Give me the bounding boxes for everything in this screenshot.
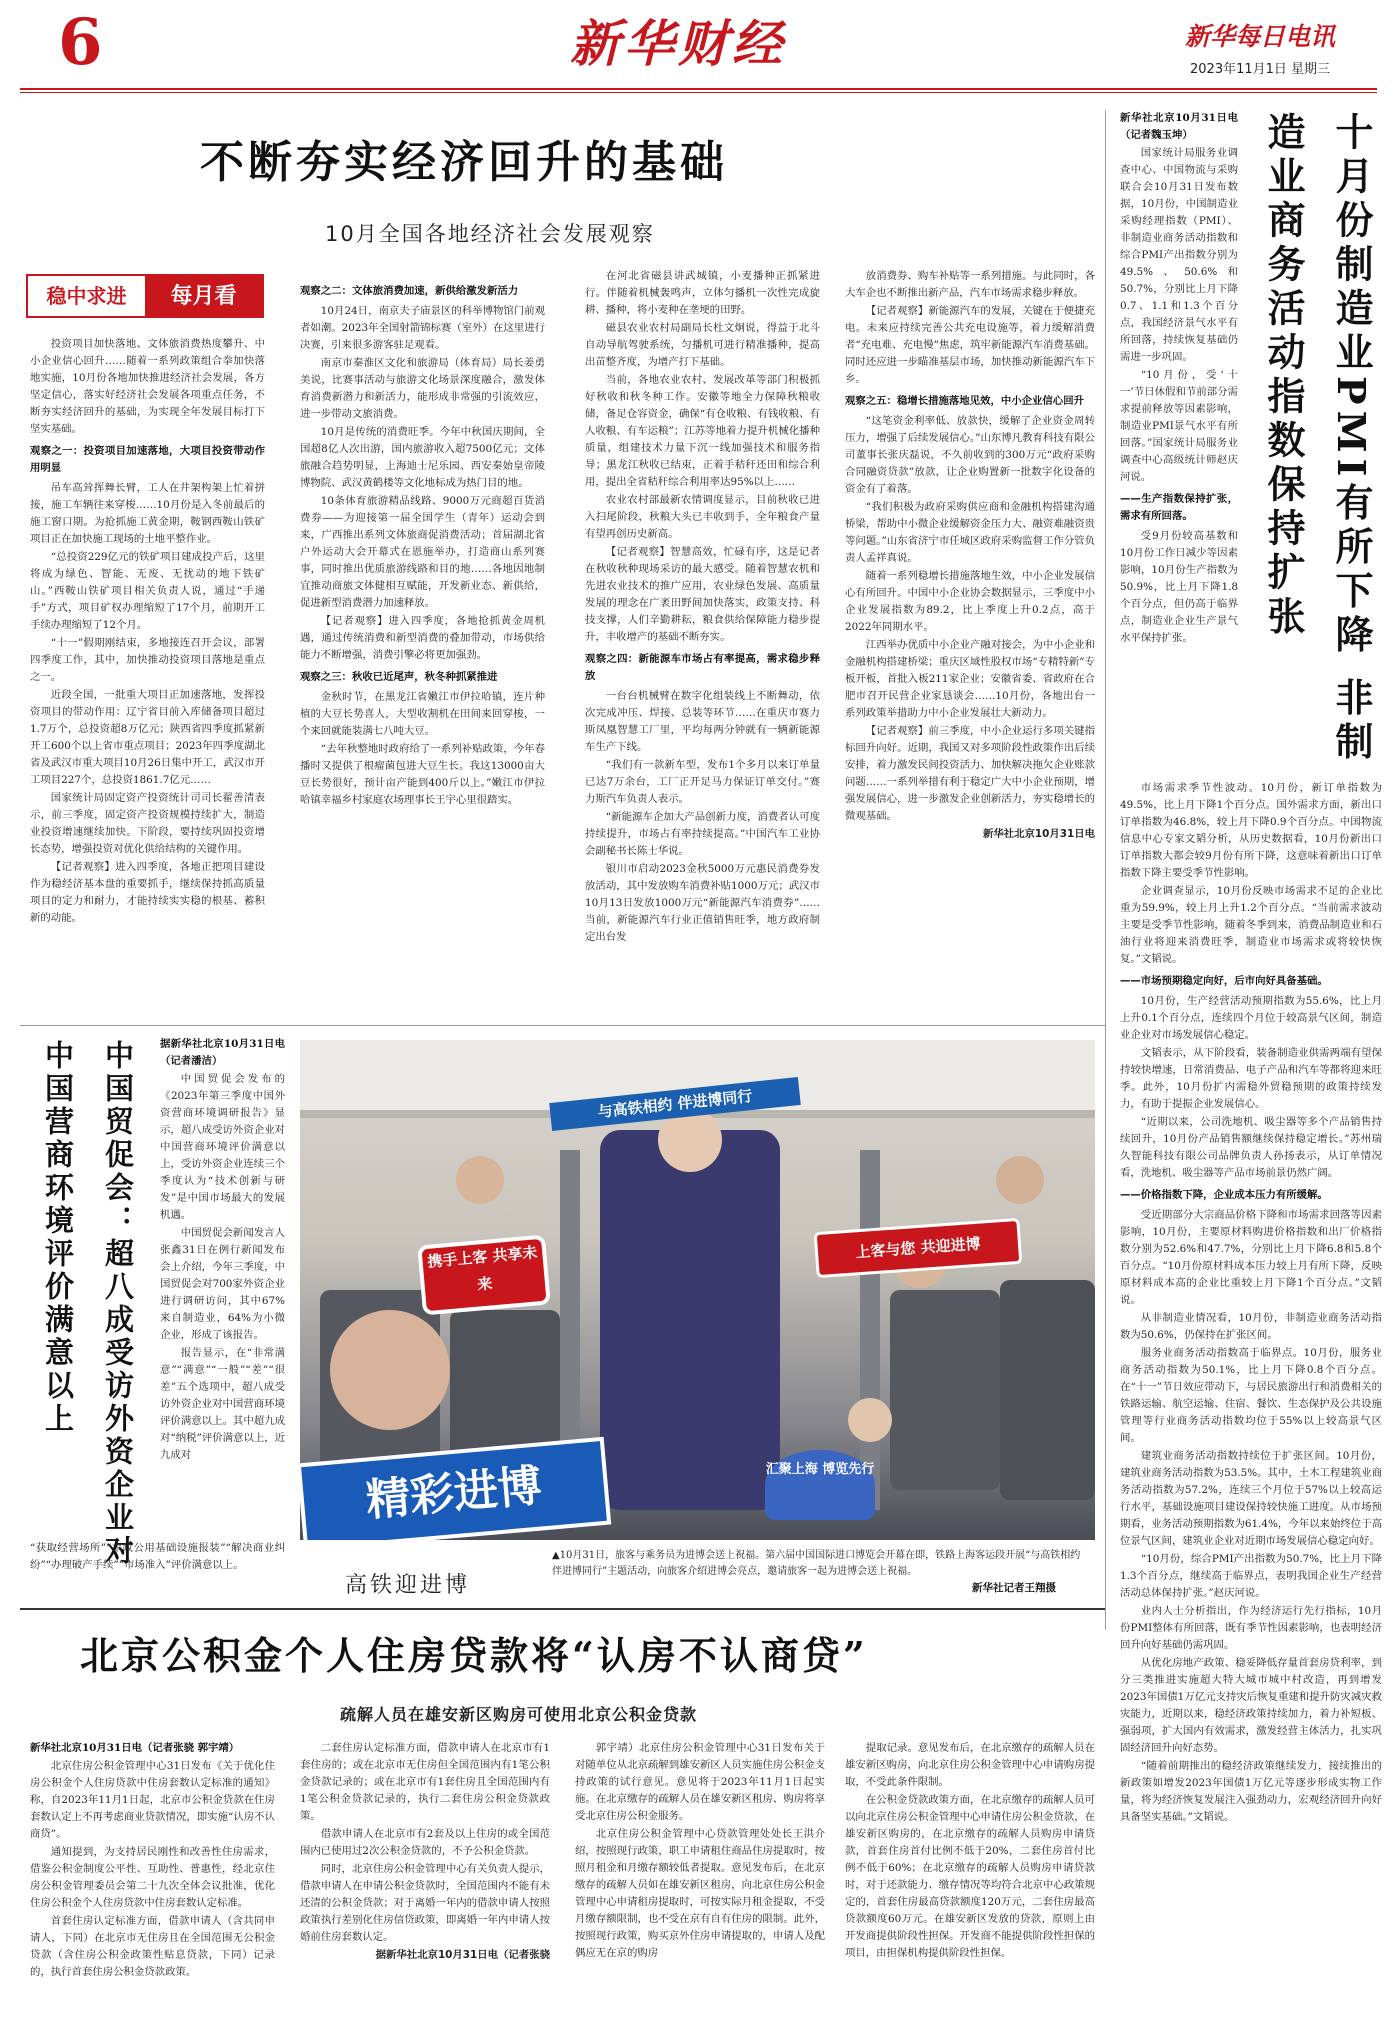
paragraph: 同时，北京住房公积金管理中心有关负责人提示，借款申请人在申请公积金贷款时，全国范围内不能有未还清的公积金贷款；对于离婚一年内的借款申请人按照政策执行差别化住房信贷政策，即离婚一年内申请人按婚前住房套数认定。 (300, 1863, 550, 1943)
paragraph: 金秋时节，在黑龙江省嫩江市伊拉哈镇，连片种植的大豆长势喜人，大型收割机在田间来回穿梭，一个来回就能装满七八吨大豆。 (300, 691, 545, 737)
news-photo (300, 1040, 1095, 1540)
paragraph: “近期以来，公司洗地机、吸尘器等多个产品销售持续回升，10月份产品销售额继续保持稳定增长。”苏州瑞久智能科技有限公司品牌负责人孙扬表示，从订单情况看，洗地机、吸尘器等产品市场前景仍然广阔。 (1120, 1116, 1382, 1179)
main-col-4 (845, 268, 1095, 1018)
bottom-col-1 (30, 1740, 275, 2015)
paragraph: 近段全国，一批重大项目正加速落地，发挥投资项目的带动作用：辽宁省目前入库储备项目超过1.7万个，总投资超8万亿元；陕西省四季度抓紧新开工600个以上省市重点项目；2023年四季度湖北省及武汉市重大项目10月26日集中开工，武汉市开工项目227个，总投资1861.7亿元…… (30, 689, 265, 786)
paragraph: 提取记录。意见发布后，在北京缴存的疏解人员在雄安新区购房，向北京住房公积金管理中心申请购房提取，不受此条件限制。 (845, 1742, 1095, 1788)
passenger-face (456, 1156, 504, 1204)
paragraph: “这笔资金利率低、放款快，缓解了企业资金周转压力，增强了后续发展信心。”山东博凡教育科技有限公司董事长张庆磊说，不久前收到的300万元“政府采购合同融资贷款”放款，让企业购置新一批数字化设备的资金有了着落。 (845, 415, 1095, 495)
paragraph: “我们有一款新车型，发布1个多月以来订单量已达7万余台，工厂正开足马力保证订单交付。”赛力斯汽车负责人表示。 (585, 759, 820, 805)
section-subhead: ——市场预期稳定向好，后市向好具备基础。 (1120, 975, 1328, 987)
passenger-face (996, 1156, 1044, 1204)
paragraph: 放消费券、购车补贴等一系列措施。与此同时，各大车企也不断推出新产品，汽车市场需求稳步释放。 (845, 270, 1095, 299)
side-article-headline: 中国贸促会：超八成受访外资企业对中国营商环境评价满意以上 (41, 1040, 135, 1568)
passenger-face (330, 1310, 450, 1430)
paragraph: 10月24日，南京夫子庙景区的科举博物馆门前观者如潮。2023年全国射箭锦标赛（室外）在这里进行决赛，引来很多游客驻足观看。 (300, 305, 545, 351)
attendant (600, 1130, 780, 1510)
badge-right: 每月看 (145, 276, 262, 316)
paragraph: “新能源车企加大产品创新力度，消费者认可度持续提升，市场占有率持续提高。”中国汽车工业协会副秘书长陈士华说。 (585, 811, 820, 857)
paragraph: 【记者观察】进入四季度，各地正把项目建设作为稳经济基本盘的重要抓手，继续保持抓高质量项目的定力和耐力，才能持续实实稳的根基、蓄积新的动能。 (30, 861, 265, 924)
paragraph: 中国贸促会发布的《2023年第三季度中国外资营商环境调研报告》显示，超八成受访外资企业对中国营商环境评价满意以上，受访外资企业连续三个季度认为“技术创新与研发”是中国市场最大的发展机遇。 (160, 1073, 285, 1221)
dateline: 新华社北京10月31日电（记者魏玉坤） (1120, 112, 1238, 141)
header-rule-bottom (20, 92, 1377, 93)
bottom-subheadline: 疏解人员在雄安新区购房可使用北京公积金贷款 (340, 1705, 698, 1724)
header-rule-top (20, 88, 1377, 90)
paragraph: 在公积金贷款政策方面，在北京缴存的疏解人员可以向北京住房公积金管理中心申请住房公积金贷款，在雄安新区购房的，在北京缴存的疏解人员购房申请贷款，首套住房首付比例不低于20%，二套住房首付比例不低于60%；在北京缴存的疏解人员购房申请贷款时，对于还款能力、缴存情况等均符合北京中心政策规定的，首套住房最高贷款额度120万元，二套住房最高贷款额度60万元。在雄安新区发放的贷款，原则上由开发商提供阶段性担保。开发商不能提供阶段性担保的项目，由担保机构提供阶段性担保。 (845, 1794, 1095, 1959)
paragraph: 文韬表示，从下阶段看，装备制造业供需两端有望保持较快增速，日常消费品、电子产品和汽车等都将迎来旺季。此外，10月份扩内需稳外贸稳预期的政策持续发力，有助于提振企业发展信心。 (1120, 1047, 1382, 1110)
column-badge (26, 274, 264, 318)
right-article-bottom (1120, 780, 1382, 2010)
child-face (848, 1398, 892, 1442)
main-col-1 (30, 336, 265, 1021)
overhead-banner: 与高铁相约 伴进博同行 (549, 1077, 801, 1131)
paragraph: 受近期部分大宗商品价格下降和市场需求回落等因素影响，10月份，主要原材料购进价格指数和出厂价格指数分别为52.6%和47.7%，分别比上月下降6.8和5.8个百分点。“10月份原材料成本压力较上月有所下降，反映原材料成本高的企业比重较上月下降1个百分点。”文韬说。 (1120, 1209, 1382, 1306)
paragraph: “10月份，综合PMI产出指数为50.7%，比上月下降1.3个百分点，继续高于临界点，表明我国企业生产经营活动总体保持扩张。”赵庆河说。 (1120, 1553, 1382, 1599)
bottom-col-4 (845, 1740, 1095, 2015)
photo-caption-title: 高铁迎进博 (345, 1573, 471, 1598)
header-date: 2023年11月1日 星期三 (1190, 62, 1331, 77)
paragraph: 随着一系列稳增长措施落地生效，中小企业发展信心有所回升。中国中小企业协会数据显示，三季度中小企业发展指数为89.2，比上季度上升0.2点，高于2022年同期水平。 (845, 570, 1095, 633)
paragraph: 受9月份较高基数和10月份工作日减少等因素影响，10月份生产指数为50.9%，比上月下降1.8个百分点，但仍高于临界点，制造业企业生产景气水平保持扩张。 (1120, 530, 1238, 644)
bottom-col-2 (300, 1740, 550, 2015)
paragraph: 【记者观察】前三季度，中小企业运行多项关键指标回升向好。近期，我国又对多项阶段性政策作出后续安排，着力激发民间投资活力、加快解决拖欠企业账款问题……一系列举措有利于稳定广大中小企业预期，增强发展信心，进一步激发企业创新活力，夯实稳增长的微观基础。 (845, 725, 1095, 822)
section-subhead: 观察之一：投资项目加速落地，大项目投资带动作用明显 (30, 445, 265, 474)
seat (890, 1290, 1000, 1490)
section-subhead: ——价格指数下降，企业成本压力有所缓解。 (1120, 1189, 1328, 1201)
paragraph: 国家统计局服务业调查中心、中国物流与采购联合会10月31日发布数据，10月份，中国制造业采购经理指数（PMI）、非制造业商务活动指数和综合PMI产出指数分别为49.5%、50.6%和50.7%，分别比上月下降0.7、1.1和1.3个百分点，我国经济景气水平有所回落，持续恢复基础仍需进一步巩固。 (1120, 147, 1238, 363)
paragraph: 从非制造业情况看，10月份，非制造业商务活动指数为50.6%，仍保持在扩张区间。 (1120, 1312, 1382, 1341)
paragraph: 10条体育旅游精品线路、9000万元商超百货消费券——为迎接第一届全国学生（青年）运动会到来，广西推出系列文体旅商促消费活动；首届湖北省户外运动大会开幕式在恩施举办，打造商山系列赛事，同时推出优质旅游线路和目的地……各地因地制宜推动商旅文体健相互赋能，开发新业态、新供给，促进新型消费潜力加速释放。 (300, 495, 545, 609)
paragraph: “10月份，受‘十一’节日休假和节前部分需求提前释放等因素影响，制造业PMI景气水平有所回落。”国家统计局服务业调查中心高级统计师赵庆河说。 (1120, 369, 1238, 483)
sign-right: 上客与您 共迎进博 (814, 1218, 1023, 1278)
dateline-end: 据新华社北京10月31日电（记者张骁 (375, 1949, 550, 1961)
sign-left: 携手上客 共享未来 (417, 1235, 551, 1316)
paragraph: 企业调查显示，10月份反映市场需求不足的企业比重为59.9%，较上月上升1.2个百分点。“当前需求波动主要是受季节性影响，随着冬季到来，消费品制造业和石油行业将迎来消费旺季，制造业市场需求或将较快恢复。”文韬说。 (1120, 885, 1382, 965)
paragraph: “随着前期推出的稳经济政策继续发力，接续推出的新政策如增发2023年国债1万亿元等逐步形成实物工作量，将为经济恢复发展注入强劲动力，宏观经济回升向好具备坚实基础。”文韬说。 (1120, 1760, 1382, 1823)
page-header (0, 0, 1397, 95)
side-article-tail: “获取经营场所”“市政公用基础设施报装”“解决商业纠纷”“办理破产手续”“市场准入”评价满意以上。 (30, 1542, 285, 1571)
paragraph: “总投资229亿元的铁矿项目建成投产后，这里将成为绿色、智能、无废、无扰动的地下铁矿山。”西鞍山铁矿项目相关负责人说，通过“手递手”方式，项目矿权办理缩短了17个月，前期开工手续办理缩短了12个月。 (30, 551, 265, 631)
section-subhead: ——生产指数保持扩张，需求有所回落。 (1120, 493, 1238, 522)
paragraph: 报告显示，在“非常满意”“满意”“一般”“差”“很差”五个选项中，超八成受访外资企业对中国营商环境评价满意以上。其中超九成对“纳税”评价满意以上，近九成对 (160, 1347, 285, 1461)
page-number: 6 (58, 5, 103, 80)
divider-main-vert (1105, 110, 1106, 1630)
badge-left: 稳中求进 (28, 276, 145, 316)
paragraph: 首套住房认定标准方面，借款申请人（含共同申请人，下同）在北京市无住房且在全国范围无公积金贷款（含住房公积金政策性贴息贷款，下同）记录的，执行首套住房公积金贷款政策。 (30, 1915, 275, 1978)
paragraph: 北京住房公积金管理中心贷款管理处处长王洪介绍，按照现行政策，职工申请租住商品住房提取时，按照月租金和月缴存额较低者提取。意见发布后，在北京缴存的疏解人员如在雄安新区租房，向北京住房公积金管理中心申请租房提取时，可按实际月租金提取，不受月缴存额限制，也不受在京有自有住房的限制。此外，按照现行政策，购买京外住房申请提取的，申请人及配偶应无在京的购房 (575, 1828, 825, 1959)
paragraph: 中国贸促会新闻发言人张鑫31日在例行新闻发布会上介绍，今年三季度，中国贸促会对700家外资企业进行调研访问，其中67%来自制造业，64%为小微企业，形成了该报告。 (160, 1227, 285, 1341)
paragraph: 业内人士分析指出，作为经济运行先行指标，10月份PMI整体有所回落，既有季节性因素影响，也表明经济回升向好基础仍需巩固。 (1120, 1605, 1382, 1651)
paragraph: 当前，各地农业农村、发展改革等部门积极抓好秋收和秋冬种工作。安徽等地全力保障秋粮收储，备足仓容资金，确保“有仓收粮、有钱收粮、有人收粮、有车运粮”；江苏等地着力提升机械化播种质量，组建技术力量下沉一线加强技术和服务指导；黑龙江秋收已结束，正着手秸秆还田和综合利用，提出全省秸秆综合利用率达95%以上…… (585, 374, 820, 488)
paragraph: 银川市启动2023金秋5000万元惠民消费券发放活动，其中发放购车消费补贴1000万元；武汉市10月13日发放1000万元“新能源汽车消费券”……当前，新能源汽车行业正值销售旺季，地方政府制定出台发 (585, 863, 820, 943)
paragraph: 从优化房地产政策、稳妥降低存量首套房贷利率，到分三类推进实施超大特大城市城中村改造，再到增发2023年国债1万亿元支持灾后恢复重建和提升防灾减灾救灾能力，近期以来，稳经济政策持续加力，着力补短板、强弱项，扩大国内有效需求，激发经营主体活力，扎实巩固经济回升向好态势。 (1120, 1657, 1382, 1754)
dateline: 据新华社北京10月31日电（记者潘洁） (160, 1038, 285, 1067)
section-title: 新华财经 (570, 14, 786, 73)
paragraph: 二套住房认定标准方面，借款申请人在北京市有1套住房的；或在北京市无住房但全国范围内有1笔公积金贷款记录的；或在北京市有1套住房且全国范围内有1笔公积金贷款记录的，执行二套住房公积金贷款政策。 (300, 1742, 550, 1822)
paragraph: 南京市秦淮区文化和旅游局（体育局）局长姜勇美说，比赛事活动与旅游文化场景深度融合，激发体育消费新潜力和新活力，能形成非常强的引流效应，进一步带动文旅消费。 (300, 357, 545, 420)
paragraph: 借款申请人在北京市有2套及以上住房的或全国范围内已使用过2次公积金贷款的，不予公积金贷款。 (300, 1828, 550, 1857)
paragraph: 江西举办优质中小企业产融对接会，为中小企业和金融机构搭建桥梁；重庆区域性股权市场“专精特新”专板开板，首批入板211家企业；安徽省委、省政府在合肥市召开民营企业家恳谈会……10月份，各地出台一系列政策举措助力中小企业发展壮大新动力。 (845, 639, 1095, 719)
bottom-headline: 北京公积金个人住房贷款将“认房不认商贷” (80, 1633, 868, 1678)
paragraph: 农业农村部最新农情调度显示，目前秋收已进入扫尾阶段，秋粮大头已丰收到手，全年粮食产量有望再创历史新高。 (585, 494, 820, 540)
paragraph: 投资项目加快落地、文体旅消费热度攀升、中小企业信心回升……随着一系列政策组合拳加快落地实施，10月份各地加快推进经济社会发展，各方坚定信心，落实好经济社会发展各项重点任务，不断夯实经济回升的基础，为实现全年发展目标打下坚实基础。 (30, 338, 265, 435)
paragraph: 吊车高耸挥舞长臂，工人在井架构架上忙着拼接，施工车辆往来穿梭……10月份是入冬前最后的施工窗口期。为抢抓施工黄金期，鞍钢西鞍山铁矿项目正在加快施工现场的土地平整作业。 (30, 482, 265, 545)
paragraph: “十一”假期刚结束，多地接连召开会议，部署四季度工作，其中，加快推动投资项目落地是重点之一。 (30, 637, 265, 683)
main-col-3 (585, 268, 820, 1018)
section-subhead: 观察之二：文体旅消费加速，新供给激发新活力 (300, 285, 519, 297)
main-col-2 (300, 278, 545, 1018)
banner-bottom: 精彩进博 (300, 1437, 611, 1540)
window-pillar (860, 1150, 880, 1510)
section-subhead: 观察之三：秋收已近尾声，秋冬种抓紧推进 (300, 671, 498, 683)
section-subhead: 观察之四：新能源车市场占有率提高，需求稳步释放 (585, 653, 820, 682)
paragraph: 北京住房公积金管理中心31日发布《关于优化住房公积金个人住房贷款中住房套数认定标准的通知》称，自2023年11月1日起，北京市公积金贷款在住房套数认定上不再考虑商业贷款情况，即实施“认房不认商贷”。 (30, 1760, 275, 1840)
divider-main-bottom (20, 1025, 1105, 1026)
paragraph: 服务业商务活动指数高于临界点。10月份，服务业商务活动指数为50.1%，比上月下降0.8个百分点。在“十一”节日效应带动下，与居民旅游出行和消费相关的铁路运输、航空运输、住宿、餐饮、生态保护及公共设施管理等行业商务活动指数均位于55%以上较高景气区间。 (1120, 1347, 1382, 1444)
photo-credit: 新华社记者王翔摄 (972, 1582, 1056, 1594)
dateline: 新华社北京10月31日电（记者张骁 郭宇靖） (30, 1742, 240, 1754)
paragraph: 10月份，生产经营活动预期指数为55.6%，比上月上升0.1个百分点，连续四个月位于较高景气区间，制造业企业对市场发展信心稳定。 (1120, 995, 1382, 1041)
paragraph: 磁县农业农村局副局长杜文炯说，得益于北斗自动导航驾驶系统，匀播机可进行精准播种，提高出苗整齐度，为增产打下基础。 (585, 322, 820, 368)
paragraph: “去年秋整地时政府给了一系列补贴政策，今年春播时又提供了根瘤菌包进大豆生长。我这13000亩大豆长势很好，预计亩产能到400斤以上。”嫩江市伊拉哈镇幸福乡村家庭农场理事长王宇心里很踏实。 (300, 743, 545, 806)
right-article-headline: 十月份制造业PMI有所下降 非制造业商务活动指数保持扩张 (1261, 112, 1374, 766)
seat (1000, 1280, 1095, 1500)
brand-logo: 新华每日电讯 (1185, 22, 1336, 51)
paragraph: 市场需求季节性波动。10月份，新订单指数为49.5%，比上月下降1个百分点。国外需求方面，新出口订单指数为46.8%，较上月下降0.9个百分点。中国物流信息中心专家文韬分析，从历史数据看，10月份新出口订单指数大都会较9月份有所下降，这意味着新出口订单指数下降主要受季节性影响。 (1120, 782, 1382, 879)
paragraph: 在河北省磁县讲武城镇，小麦播种正抓紧进行。伴随着机械轰鸣声，立体匀播机一次性完成旋耕、播种，将小麦种在垄埂的田野。 (585, 270, 820, 316)
main-title: 不断夯实经济回升的基础 (200, 137, 728, 188)
paragraph: 【记者观察】智慧高效，忙碌有序，这是记者在秋收秋种现场采访的最大感受。随着智慧农机和先进农业技术的推广应用，农业绿色发展、高质量发展的理念在广袤田野间加快落实，政策支持、科技支撑，人们辛勤耕耘，粮食供给保障能力稳步提升，丰收增产的基础不断夯实。 (585, 546, 820, 643)
dateline-end: 新华社北京10月31日电 (982, 828, 1095, 840)
paragraph: 一台台机械臂在数字化组装线上不断舞动，依次完成冲压、焊接、总装等环节……在重庆市赛力斯凤凰智慧工厂里，平均每两分钟就有一辆新能源车生产下线。 (585, 690, 820, 753)
section-subhead: 观察之五：稳增长措施落地见效，中小企业信心回升 (845, 395, 1084, 407)
right-article-top (1120, 110, 1238, 775)
paragraph: 【记者观察】新能源汽车的发展，关键在于便捷充电。未来应持续完善公共充电设施等，着力缓解消费者“充电难、充电慢”焦虑，筑牢新能源汽车消费基础。同时还应进一步瞄准基层市场，加快推动新能源汽车下乡。 (845, 305, 1095, 385)
sign-bottom-right: 汇聚上海 博览先行 (765, 1450, 875, 1520)
paragraph: 10月是传统的消费旺季。今年中秋国庆期间，全国超8亿人次出游，国内旅游收入超7500亿元；文体旅融合趋势明显，上海迪士尼乐园、西安秦始皇帝陵博物院、武汉黄鹤楼等文化地标成为热门目的地。 (300, 426, 545, 489)
bottom-article-rule (20, 1608, 1105, 1610)
paragraph: “我们积极为政府采购供应商和金融机构搭建沟通桥梁，帮助中小微企业缓解资金压力大、融资难融资贵等问题。”山东省济宁市任城区政府采购监督工作分管负责人孟祥真说。 (845, 501, 1095, 564)
paragraph: 建筑业商务活动指数持续位于扩张区间。10月份，建筑业商务活动指数为53.5%。其中，土木工程建筑业商务活动指数为57.2%，连续三个月位于57%以上较高运行水平，基础设施项目建设保持较快施工进度。从市场预期看，业务活动预期指数为61.4%，今年以来始终位于高位景气区间，建筑业企业对近期市场发展信心稳定向好。 (1120, 1450, 1382, 1547)
paragraph: 通知提到，为支持居民刚性和改善性住房需求，借鉴公积金制度公平性、互助性、普惠性，经北京住房公积金管理委员会第二十九次全体会议批准，优化住房公积金个人住房贷款中住房套数认定标准。 (30, 1846, 275, 1909)
paragraph: 郭宇靖）北京住房公积金管理中心31日发布关于对随单位从北京疏解到雄安新区人员实施住房公积金支持政策的试行意见。意见将于2023年11月1日起实施。在北京缴存的疏解人员在雄安新区租房、购房将享受北京住房公积金服务。 (575, 1742, 825, 1822)
main-subtitle: 10月全国各地经济社会发展观察 (325, 222, 655, 246)
paragraph: 国家统计局固定资产投资统计司司长翟善清表示，前三季度，固定资产投资规模持续扩大，制造业投资增速继续加快。下阶段，要持续巩固投资增长态势，增强投资对优化供给结构的关键作用。 (30, 792, 265, 855)
side-article-col (160, 1036, 285, 1536)
bottom-col-3 (575, 1740, 825, 2015)
photo-caption: ▲10月31日，旅客与乘务员为进博会送上祝福。第六届中国国际进口博览会开幕在即，铁路上海客运段开展“与高铁相约 伴进博同行”主题活动，向旅客介绍进博会亮点，邀请旅客一起为进博会送上祝福。 (552, 1550, 1081, 1577)
paragraph: 【记者观察】进入四季度，各地抢抓黄金周机遇，通过传统消费和新型消费的叠加带动，市场供给能力不断增强，消费引擎必将更加强劲。 (300, 615, 545, 661)
